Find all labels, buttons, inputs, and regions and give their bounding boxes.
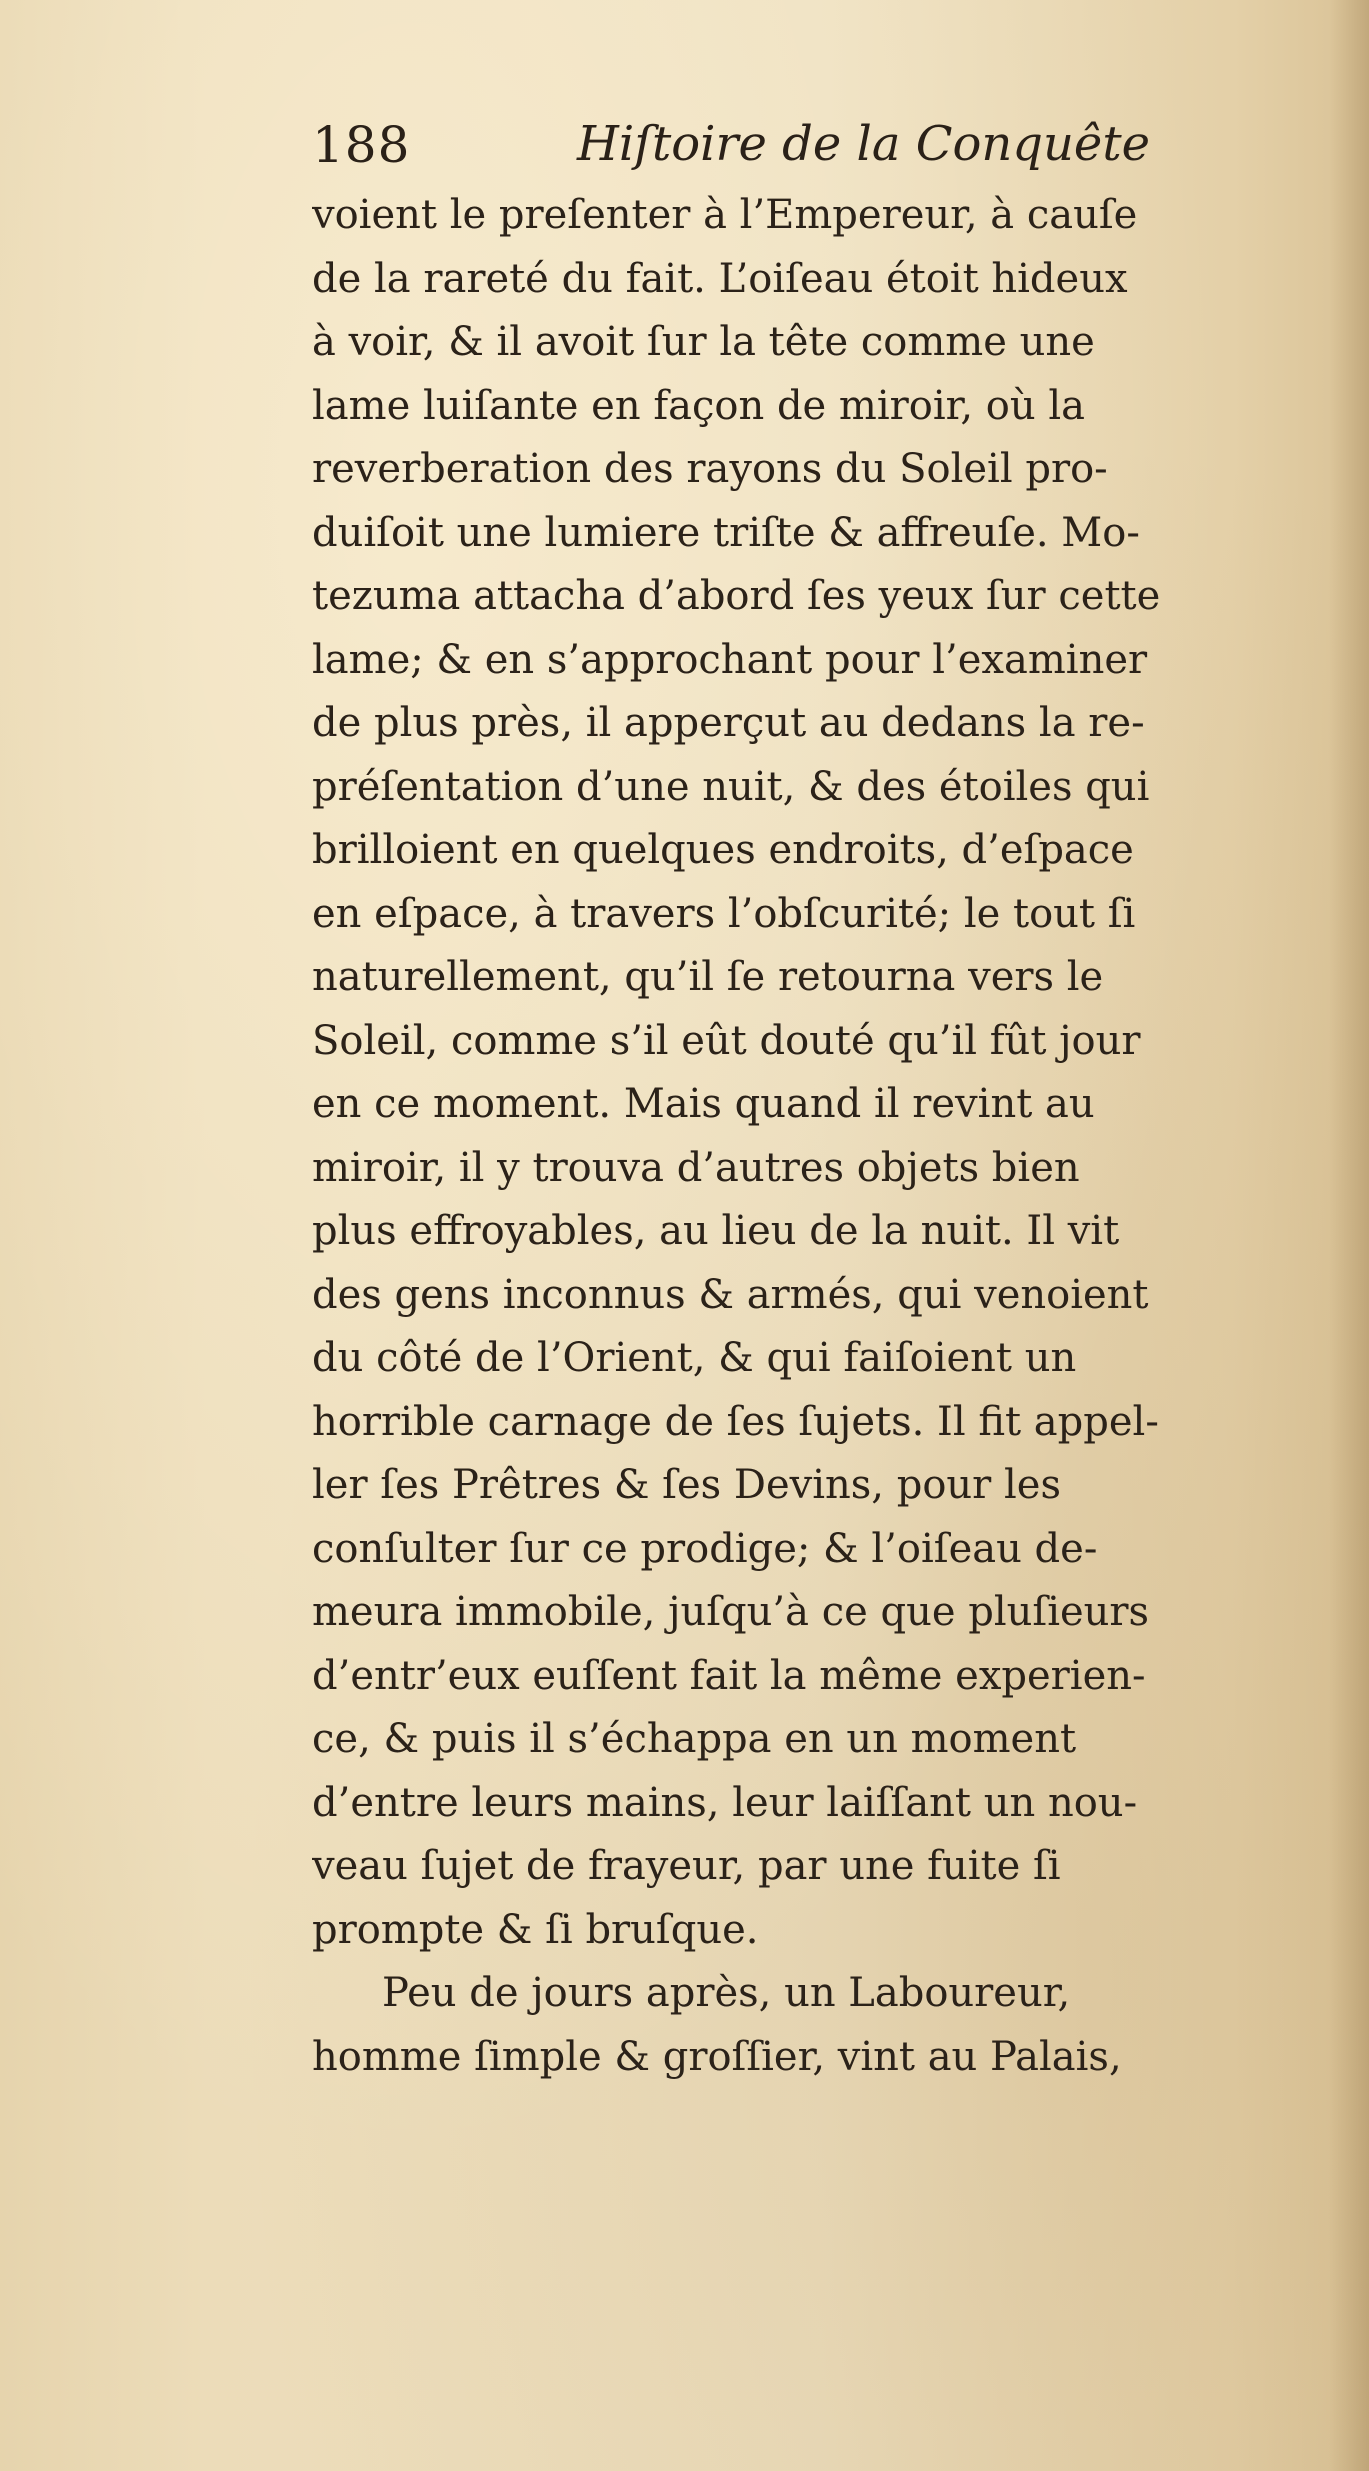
running-title: Hiſtoire de la Conquête — [577, 116, 1151, 172]
text-line: en ce moment. Mais quand il revint au — [312, 1081, 1095, 1127]
text-line: veau ſujet de frayeur, par une fuite ſi — [312, 1843, 1061, 1889]
text-line: horrible carnage de ſes ſujets. Il fit appel- — [312, 1398, 1159, 1445]
text-line: ler ſes Prêtres & ſes Devins, pour les — [312, 1462, 1062, 1508]
text-line: miroir, il y trouva d’autres objets bien — [312, 1144, 1080, 1191]
text-line: de plus près, il apperçut au dedans la re- — [312, 700, 1145, 746]
text-line: du côté de l’Orient, & qui faiſoient un — [312, 1335, 1077, 1381]
text-line: Soleil, comme s’il eût douté qu’il fût jour — [312, 1017, 1141, 1064]
text-line: de la rareté du fait. L’oiſeau étoit hideux — [312, 255, 1128, 302]
text-line: naturellement, qu’il ſe retourna vers le — [312, 954, 1104, 1000]
text-line: d’entre leurs mains, leur laiſſant un nou- — [312, 1779, 1138, 1826]
text-line: lame luiſante en façon de miroir, où la — [312, 382, 1086, 429]
text-line: conſulter ſur ce prodige; & l’oiſeau de- — [312, 1525, 1098, 1572]
page-number: 188 — [312, 116, 411, 174]
text-line: d’entr’eux euſſent fait la même experien- — [312, 1652, 1146, 1699]
text-line: homme ſimple & groſſier, vint au Palais, — [312, 2033, 1122, 2080]
text-line: voient le preſenter à l’Empereur, à cauſe — [312, 192, 1138, 238]
text-line: préſentation d’une nuit, & des étoiles qui — [312, 763, 1150, 810]
text-line: en eſpace, à travers l’obſcurité; le tout ſi — [312, 890, 1136, 937]
text-line: brilloient en quelques endroits, d’eſpace — [312, 827, 1134, 873]
text-line: des gens inconnus & armés, qui venoient — [312, 1271, 1149, 1318]
text-line: duiſoit une lumiere triſte & affreuſe. Mo- — [312, 509, 1140, 556]
text-line: tezuma attacha d’abord ſes yeux ſur cette — [312, 573, 1161, 619]
text-line: ce, & puis il s’échappa en un moment — [312, 1716, 1077, 1762]
paragraph-first-line: Peu de jours après, un Laboureur, — [382, 1970, 1071, 2016]
body-text — [312, 184, 1362, 2089]
text-line: à voir, & il avoit ſur la tête comme une — [312, 319, 1095, 365]
running-head — [312, 112, 1312, 182]
text-line: lame; & en s’approchant pour l’examiner — [312, 636, 1148, 683]
text-line: prompte & ſi bruſque. — [312, 1906, 759, 1953]
text-line: meura immobile, juſqu’à ce que pluſieurs — [312, 1589, 1150, 1635]
text-line: plus effroyables, au lieu de la nuit. Il vit — [312, 1208, 1120, 1254]
text-line: reverberation des rayons du Soleil pro- — [312, 446, 1108, 492]
